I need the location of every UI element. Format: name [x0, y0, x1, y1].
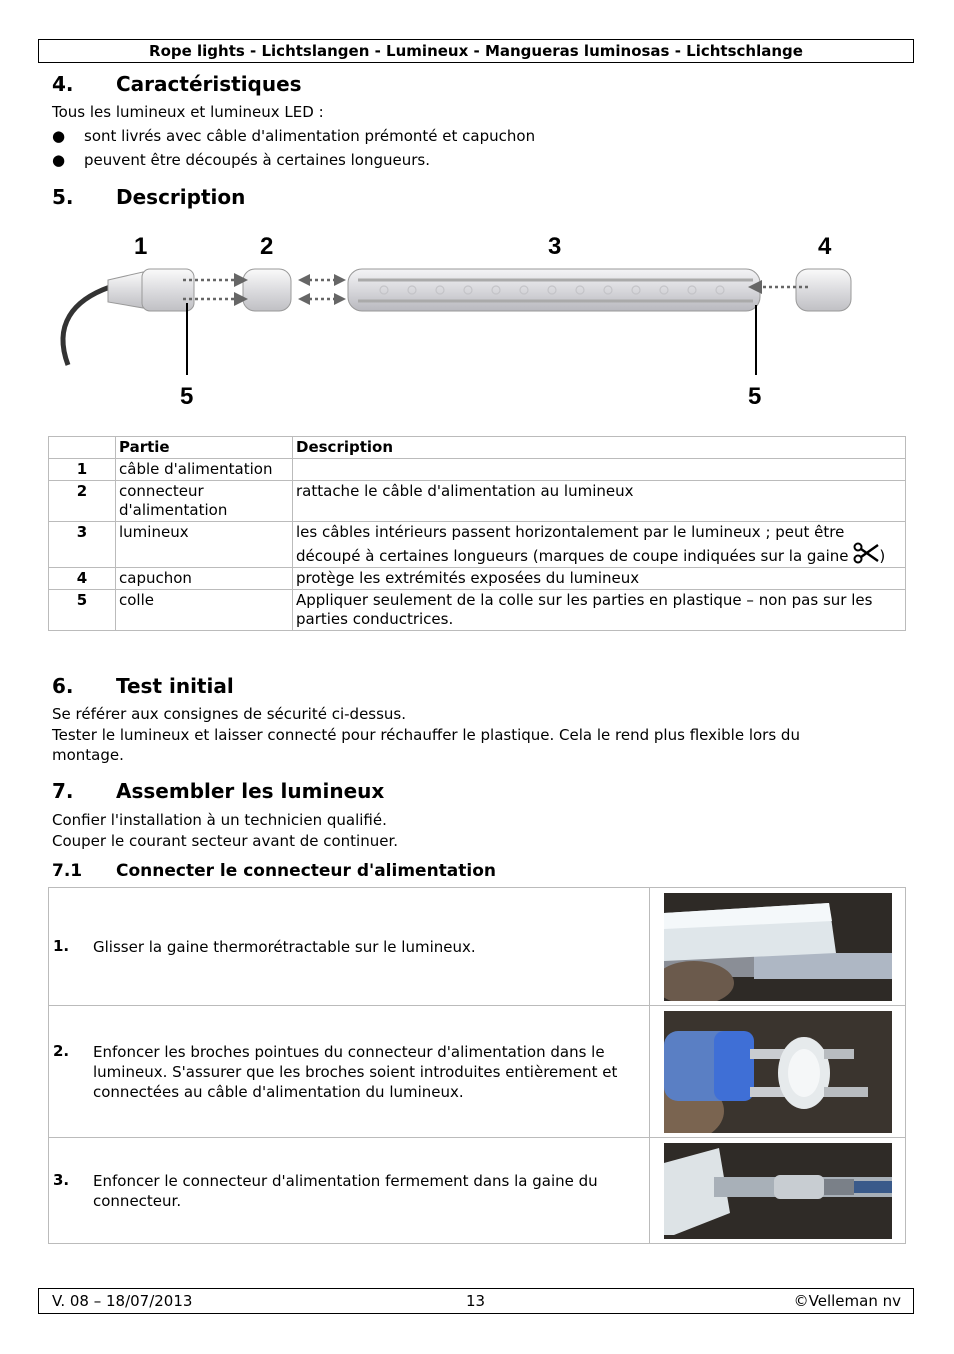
table-row: 1 câble d'alimentation	[49, 459, 906, 481]
table-row: 2 connecteur d'alimentation rattache le câble d'alimentation au lumineux	[49, 481, 906, 522]
table-header-row	[49, 437, 906, 459]
scissors-icon	[853, 542, 879, 564]
power-cable	[63, 287, 110, 365]
column-header-description: Description	[293, 437, 906, 459]
section-7-heading: 7. Assembler les lumineux	[52, 779, 385, 803]
paragraph-line: Tester le lumineux et laisser connecté pour réchauffer le plastique. Cela le rend plus flexible lors du	[52, 726, 800, 744]
paragraph-line: Se référer aux consignes de sécurité ci-dessus.	[52, 705, 407, 723]
paragraph-line: Couper le courant secteur avant de continuer.	[52, 832, 399, 850]
diagram-label-4: 4	[818, 233, 832, 260]
section-4-intro: Tous les lumineux et lumineux LED :	[52, 103, 324, 121]
paragraph-line: Confier l'installation à un technicien qualifié.	[52, 811, 387, 829]
diagram-label-3: 3	[548, 233, 562, 260]
rope-light-tube	[348, 269, 760, 311]
step-3-photo	[664, 1143, 892, 1239]
table-row: 5 colle Appliquer seulement de la colle sur les parties en plastique – non pas sur les parties conductrices.	[49, 590, 906, 631]
diagram-label-5-left: 5	[180, 383, 194, 410]
section-7-1-heading: 7.1 Connecter le connecteur d'alimentation	[52, 861, 497, 881]
end-cap	[796, 269, 851, 311]
table-row: 2. Enfoncer les broches pointues du connecteur d'alimentation dans le lumineux. S'assurer que les broches soient introduites entièrement et connectées au câble d'alimentation du lumineux.	[49, 1006, 906, 1138]
table-row: 4 capuchon protège les extrémités exposées du lumineux	[49, 568, 906, 590]
diagram-label-5-right: 5	[748, 383, 762, 410]
page-number: 13	[466, 1292, 486, 1310]
diagram-label-2: 2	[260, 233, 274, 260]
table-row: 1. Glisser la gaine thermorétractable sur le lumineux.	[49, 888, 906, 1006]
table-row: 3 lumineux les câbles intérieurs passent horizontalement par le lumineux ; peut être découpé à certaines longueurs (marques de coupe indiquées sur la gaine )	[49, 522, 906, 568]
section-4-heading: 4. Caractéristiques	[52, 72, 302, 96]
plug-cone	[108, 272, 143, 308]
section-5-heading: 5. Description	[52, 185, 246, 209]
step-1-photo	[664, 893, 892, 1001]
rope-light-diagram	[48, 225, 868, 415]
step-2-photo	[664, 1011, 892, 1133]
table-row: 3. Enfoncer le connecteur d'alimentation fermement dans la gaine du connecteur.	[49, 1138, 906, 1244]
connector-sleeve	[243, 269, 291, 311]
diagram-label-1: 1	[134, 233, 148, 260]
steps-table	[48, 887, 906, 1244]
page-header: Rope lights - Lichtslangen - Lumineux - Mangueras luminosas - Lichtschlange	[38, 39, 914, 63]
list-item: ● peuvent être découpés à certaines longueurs.	[52, 151, 431, 169]
parts-table	[48, 436, 906, 631]
paragraph-line: montage.	[52, 746, 124, 764]
column-header-part: Partie	[116, 437, 293, 459]
footer-copyright: ©Velleman nv	[793, 1292, 901, 1310]
section-6-heading: 6. Test initial	[52, 674, 234, 698]
list-item: ● sont livrés avec câble d'alimentation prémonté et capuchon	[52, 127, 536, 145]
page-footer	[38, 1288, 914, 1314]
footer-version: V. 08 – 18/07/2013	[52, 1292, 193, 1310]
